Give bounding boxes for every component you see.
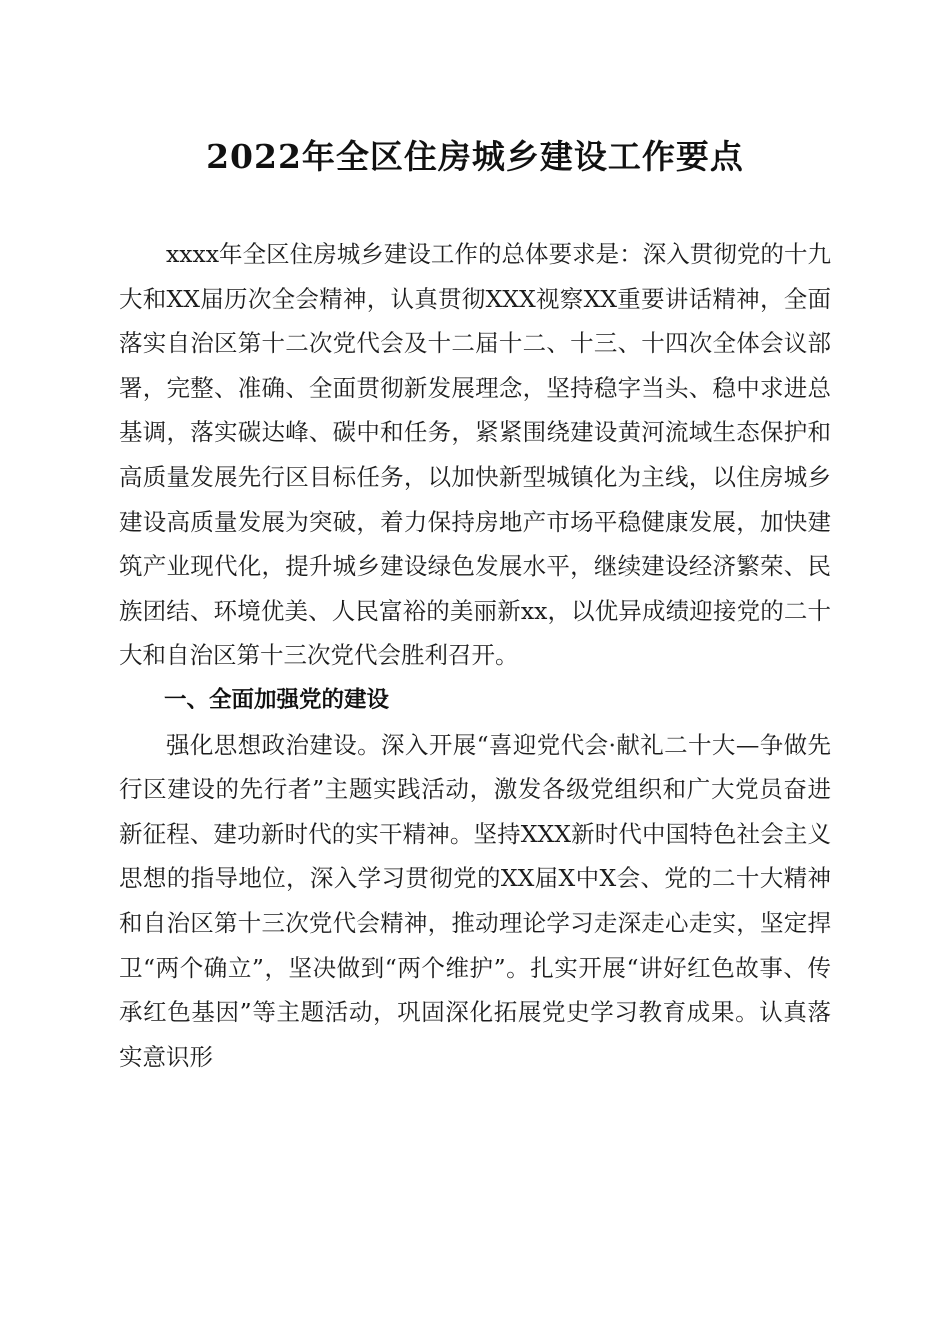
document-body [119, 232, 831, 1079]
section-paragraph-ideology: 强化思想政治建设。深入开展“喜迎党代会·献礼二十大—争做先行区建设的先行者”主题实践活动，激发各级党组织和广大党员奋进新征程、建功新时代的实干精神。坚持XXX新时代中国特色社会主义思想的指导地位，深入学习贯彻党的XX届X中X会、党的二十大精神和自治区第十三次党代会精神，推动理论学习走深走心走实，坚定捍卫“两个确立”，坚决做到“两个维护”。扎实开展“讲好红色故事、传承红色基因”等主题活动，巩固深化拓展党史学习教育成果。认真落实意识形 [119, 730, 831, 1071]
document-title: 2022年全区住房城乡建设工作要点 [206, 137, 744, 176]
intro-paragraph: xxxx年全区住房城乡建设工作的总体要求是：深入贯彻党的十九大和XX届历次全会精神，认真贯彻XXX视察XX重要讲话精神，全面落实自治区第十二次党代会及十二届十二、十三、十四次全体会议部署，完整、准确、全面贯彻新发展理念，坚持稳字当头、稳中求进总基调，落实碳达峰、碳中和任务，紧紧围绕建设黄河流域生态保护和高质量发展先行区目标任务，以加快新型城镇化为主线，以住房城乡建设高质量发展为突破，着力保持房地产市场平稳健康发展，加快建筑产业现代化，提升城乡建设绿色发展水平，继续建设经济繁荣、民族团结、环境优美、人民富裕的美丽新xx，以优异成绩迎接党的二十大和自治区第十三次党代会胜利召开。 [119, 240, 831, 670]
section-heading-party-building: 一、全面加强党的建设 [164, 686, 390, 713]
